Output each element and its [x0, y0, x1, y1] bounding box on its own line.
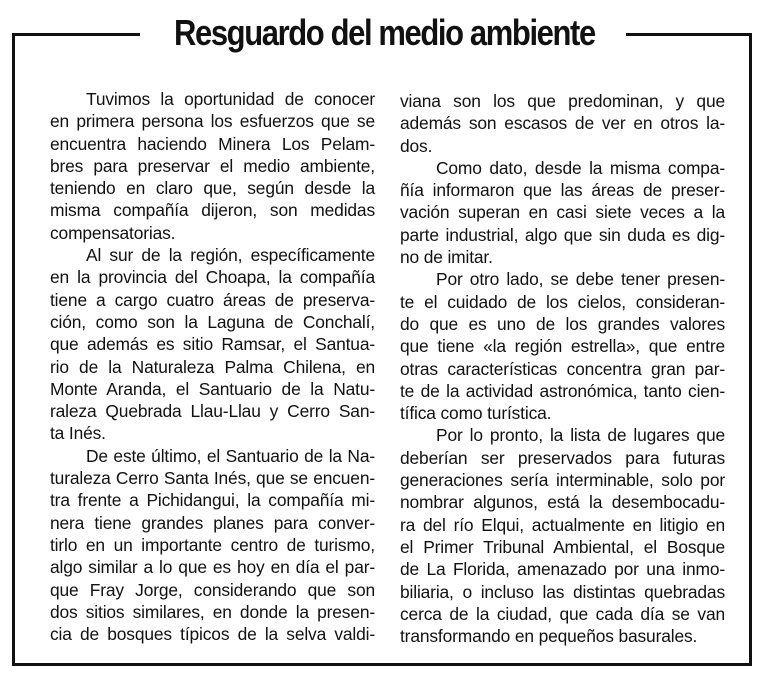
text-line: cia de bosques típicos de la selva valdi- — [50, 624, 375, 645]
text-line: te el cuidado de los cielos, consideran- — [400, 291, 725, 312]
text-line: bres para preservar el medio ambiente, — [50, 155, 375, 176]
text-line: rio de la Naturaleza Palma Chilena, en — [50, 356, 375, 377]
text-line: turaleza Cerro Santa Inés, que se encuen- — [50, 468, 375, 489]
text-line: ta Inés. — [50, 423, 106, 444]
text-line: viana son los que predominan, y que — [400, 91, 725, 111]
text-line: transformando en pequeños basurales. — [400, 626, 698, 647]
text-line: Como dato, desde la misma compa- — [436, 157, 725, 178]
text-line: raleza Quebrada Llau-Llau y Cerro San- — [50, 401, 375, 422]
text-line: vación superan en casi siete veces a la — [400, 202, 725, 223]
headline-container — [140, 8, 626, 58]
text-line: Tuvimos la oportunidad de conocer — [86, 89, 375, 109]
text-line: misma compañía dijeron, son medidas — [50, 200, 375, 221]
text-line: el Primer Tribunal Ambiental, el Bosque — [400, 536, 725, 557]
left-column — [50, 88, 375, 645]
text-line: en la provincia del Choapa, la compañía — [50, 267, 375, 288]
text-line: Al sur de la región, específicamente — [86, 245, 375, 266]
text-line: teniendo en claro que, según desde la — [50, 178, 375, 199]
text-line: Por otro lado, se debe tener presen- — [436, 269, 725, 290]
text-line: dos. — [400, 135, 433, 156]
text-line: ción, como son la Laguna de Conchalí, — [50, 311, 375, 332]
headline: Resguardo del medio ambiente — [174, 12, 595, 53]
text-line: do que es uno de los grandes valores — [400, 313, 725, 334]
text-line: tífica como turística. — [400, 403, 552, 424]
text-line: de La Florida, amenazado por una inmo- — [400, 559, 725, 580]
text-line: que además es sitio Ramsar, el Santua- — [50, 334, 375, 355]
text-line: tirlo en un importante centro de turismo, — [50, 534, 375, 555]
text-line: Por lo pronto, la lista de lugares que — [436, 425, 725, 446]
text-line: que Fray Jorge, considerando que son — [50, 579, 375, 600]
text-line: nera tiene grandes planes para conver- — [50, 512, 375, 533]
text-line: tiene a cargo cuatro áreas de preserva- — [50, 289, 375, 310]
text-line: además son escasos de ver en otros la- — [400, 113, 725, 134]
text-line: no de imitar. — [400, 247, 493, 268]
text-line: otras características concentra gran par- — [400, 358, 725, 379]
text-line: De este último, el Santuario de la Na- — [86, 445, 375, 466]
text-line: generaciones sería interminable, solo por — [400, 470, 725, 491]
text-line: Monte Aranda, el Santuario de la Natu- — [50, 378, 375, 399]
text-line: que tiene «la región estrella», que entre — [400, 336, 725, 357]
text-line: compensatorias. — [50, 222, 176, 243]
text-line: ñía informaron que las áreas de preser- — [400, 180, 725, 201]
right-column — [400, 90, 725, 647]
text-line: deberían ser preservados para futuras — [400, 447, 725, 468]
text-line: biliaria, o incluso las distintas quebradas — [400, 581, 725, 602]
text-line: ra del río Elqui, actualmente en litigio en — [400, 514, 725, 535]
text-line: tra frente a Pichidangui, la compañía mi- — [50, 490, 375, 511]
text-line: en primera persona los esfuerzos que se — [50, 111, 375, 132]
text-line: parte industrial, algo que sin duda es dig- — [400, 224, 725, 245]
text-line: encuentra haciendo Minera Los Pelam- — [50, 133, 375, 154]
text-line: cerca de la ciudad, que cada día se van — [400, 603, 725, 624]
text-line: dos sitios similares, en donde la presen- — [50, 601, 375, 622]
text-line: te de la actividad astronómica, tanto cien- — [400, 380, 725, 401]
text-line: algo similar a lo que es hoy en día el par- — [50, 557, 375, 578]
text-line: nombrar algunos, está la desembocadu- — [400, 492, 725, 513]
